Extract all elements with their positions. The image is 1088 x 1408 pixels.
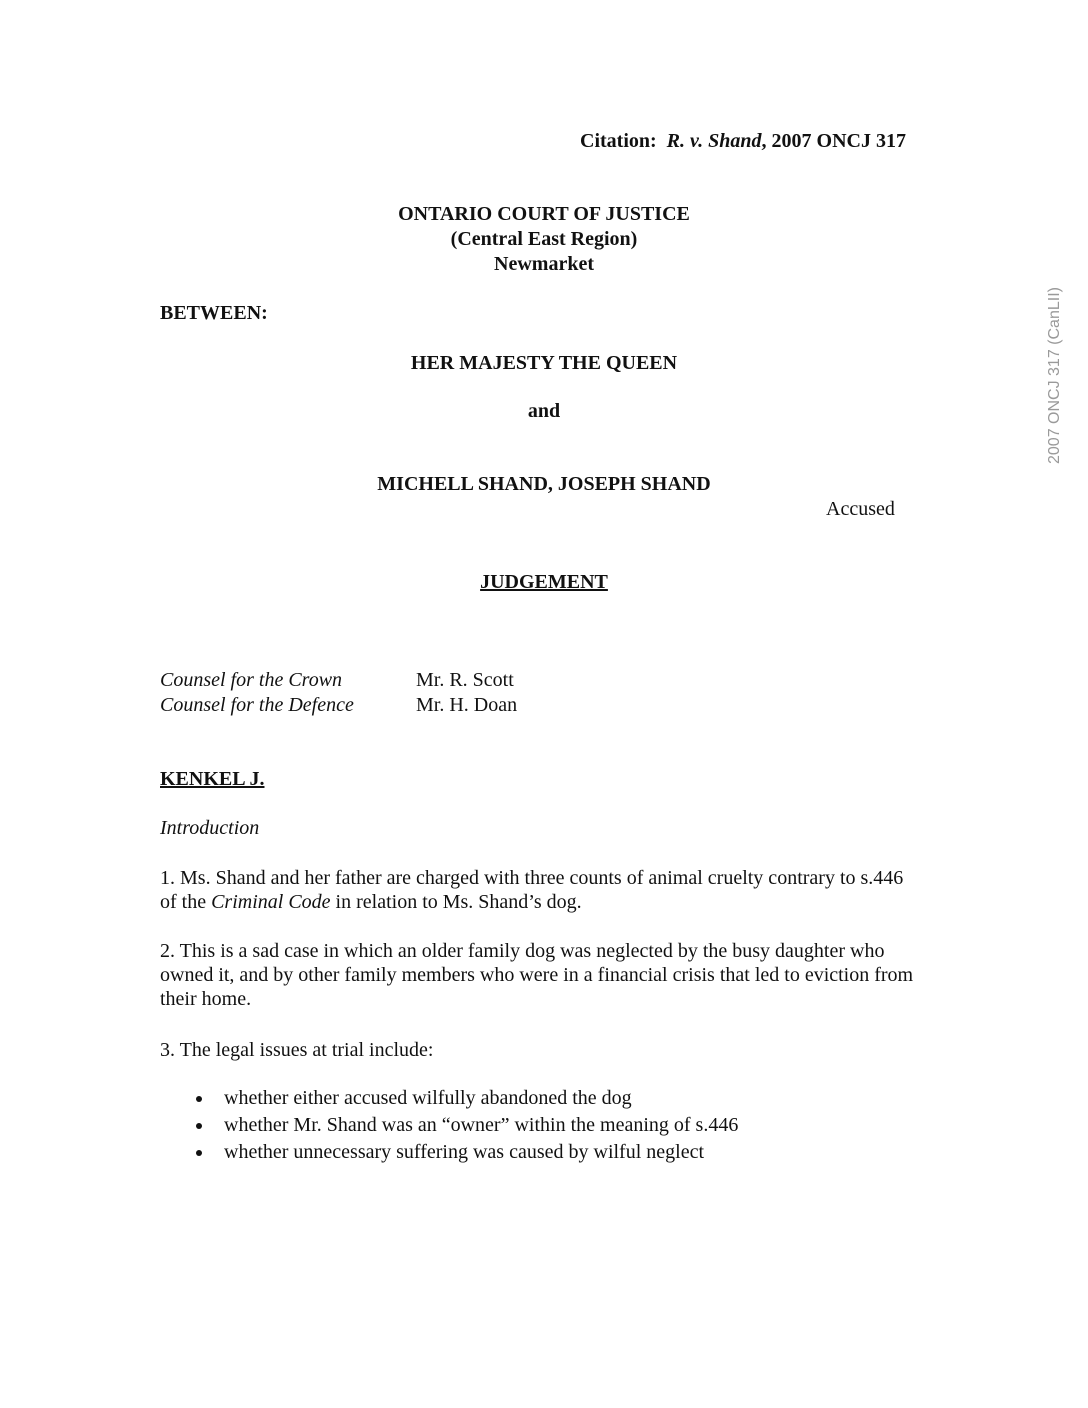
bullet-icon: [196, 1123, 202, 1129]
judge-name: KENKEL J.: [160, 768, 265, 790]
citation-case-name: R. v. Shand: [666, 130, 762, 152]
accused-label: Accused: [826, 498, 895, 520]
bullet-icon: [196, 1150, 202, 1156]
court-region: (Central East Region): [450, 228, 638, 250]
canlii-watermark: 2007 ONCJ 317 (CanLII): [1046, 287, 1063, 464]
counsel-name-crown: Mr. R. Scott: [416, 669, 514, 691]
paragraph-1: 1. Ms. Shand and her father are charged with three counts of animal cruelty contrary to s.446 of the Criminal Code in relation to Ms. Shand’s dog.: [160, 867, 904, 913]
list-item: whether Mr. Shand was an “owner” within the meaning of s.446: [190, 1112, 738, 1139]
document-title: JUDGEMENT: [480, 571, 608, 593]
list-item: whether unnecessary suffering was caused by wilful neglect: [190, 1139, 738, 1166]
citation-label: Citation:: [580, 130, 657, 152]
citation-ref: , 2007 ONCJ 317: [761, 130, 906, 152]
section-heading: Introduction: [160, 817, 260, 839]
party-accused: MICHELL SHAND, JOSEPH SHAND: [377, 473, 711, 495]
court-name: ONTARIO COURT OF JUSTICE: [398, 203, 690, 225]
citation-line: [580, 130, 906, 153]
bullet-icon: [196, 1096, 202, 1102]
court-location: Newmarket: [494, 253, 594, 275]
counsel-name-defence: Mr. H. Doan: [416, 694, 518, 716]
between-label: BETWEEN:: [160, 302, 268, 324]
list-item: whether either accused wilfully abandoned the dog: [190, 1085, 738, 1112]
counsel-role-crown: Counsel for the Crown: [160, 669, 343, 691]
criminal-code-ref: Criminal Code: [211, 891, 331, 913]
paragraph-3: 3. The legal issues at trial include:: [160, 1039, 434, 1061]
issues-list: [190, 1085, 738, 1166]
counsel-role-defence: Counsel for the Defence: [160, 694, 354, 716]
paragraph-2: 2. This is a sad case in which an older family dog was neglected by the busy daughter who owned it, and by other family members who were in a financial crisis that led to eviction from their home.: [160, 940, 914, 1010]
party-crown: HER MAJESTY THE QUEEN: [410, 352, 678, 374]
and-label: and: [527, 400, 561, 422]
